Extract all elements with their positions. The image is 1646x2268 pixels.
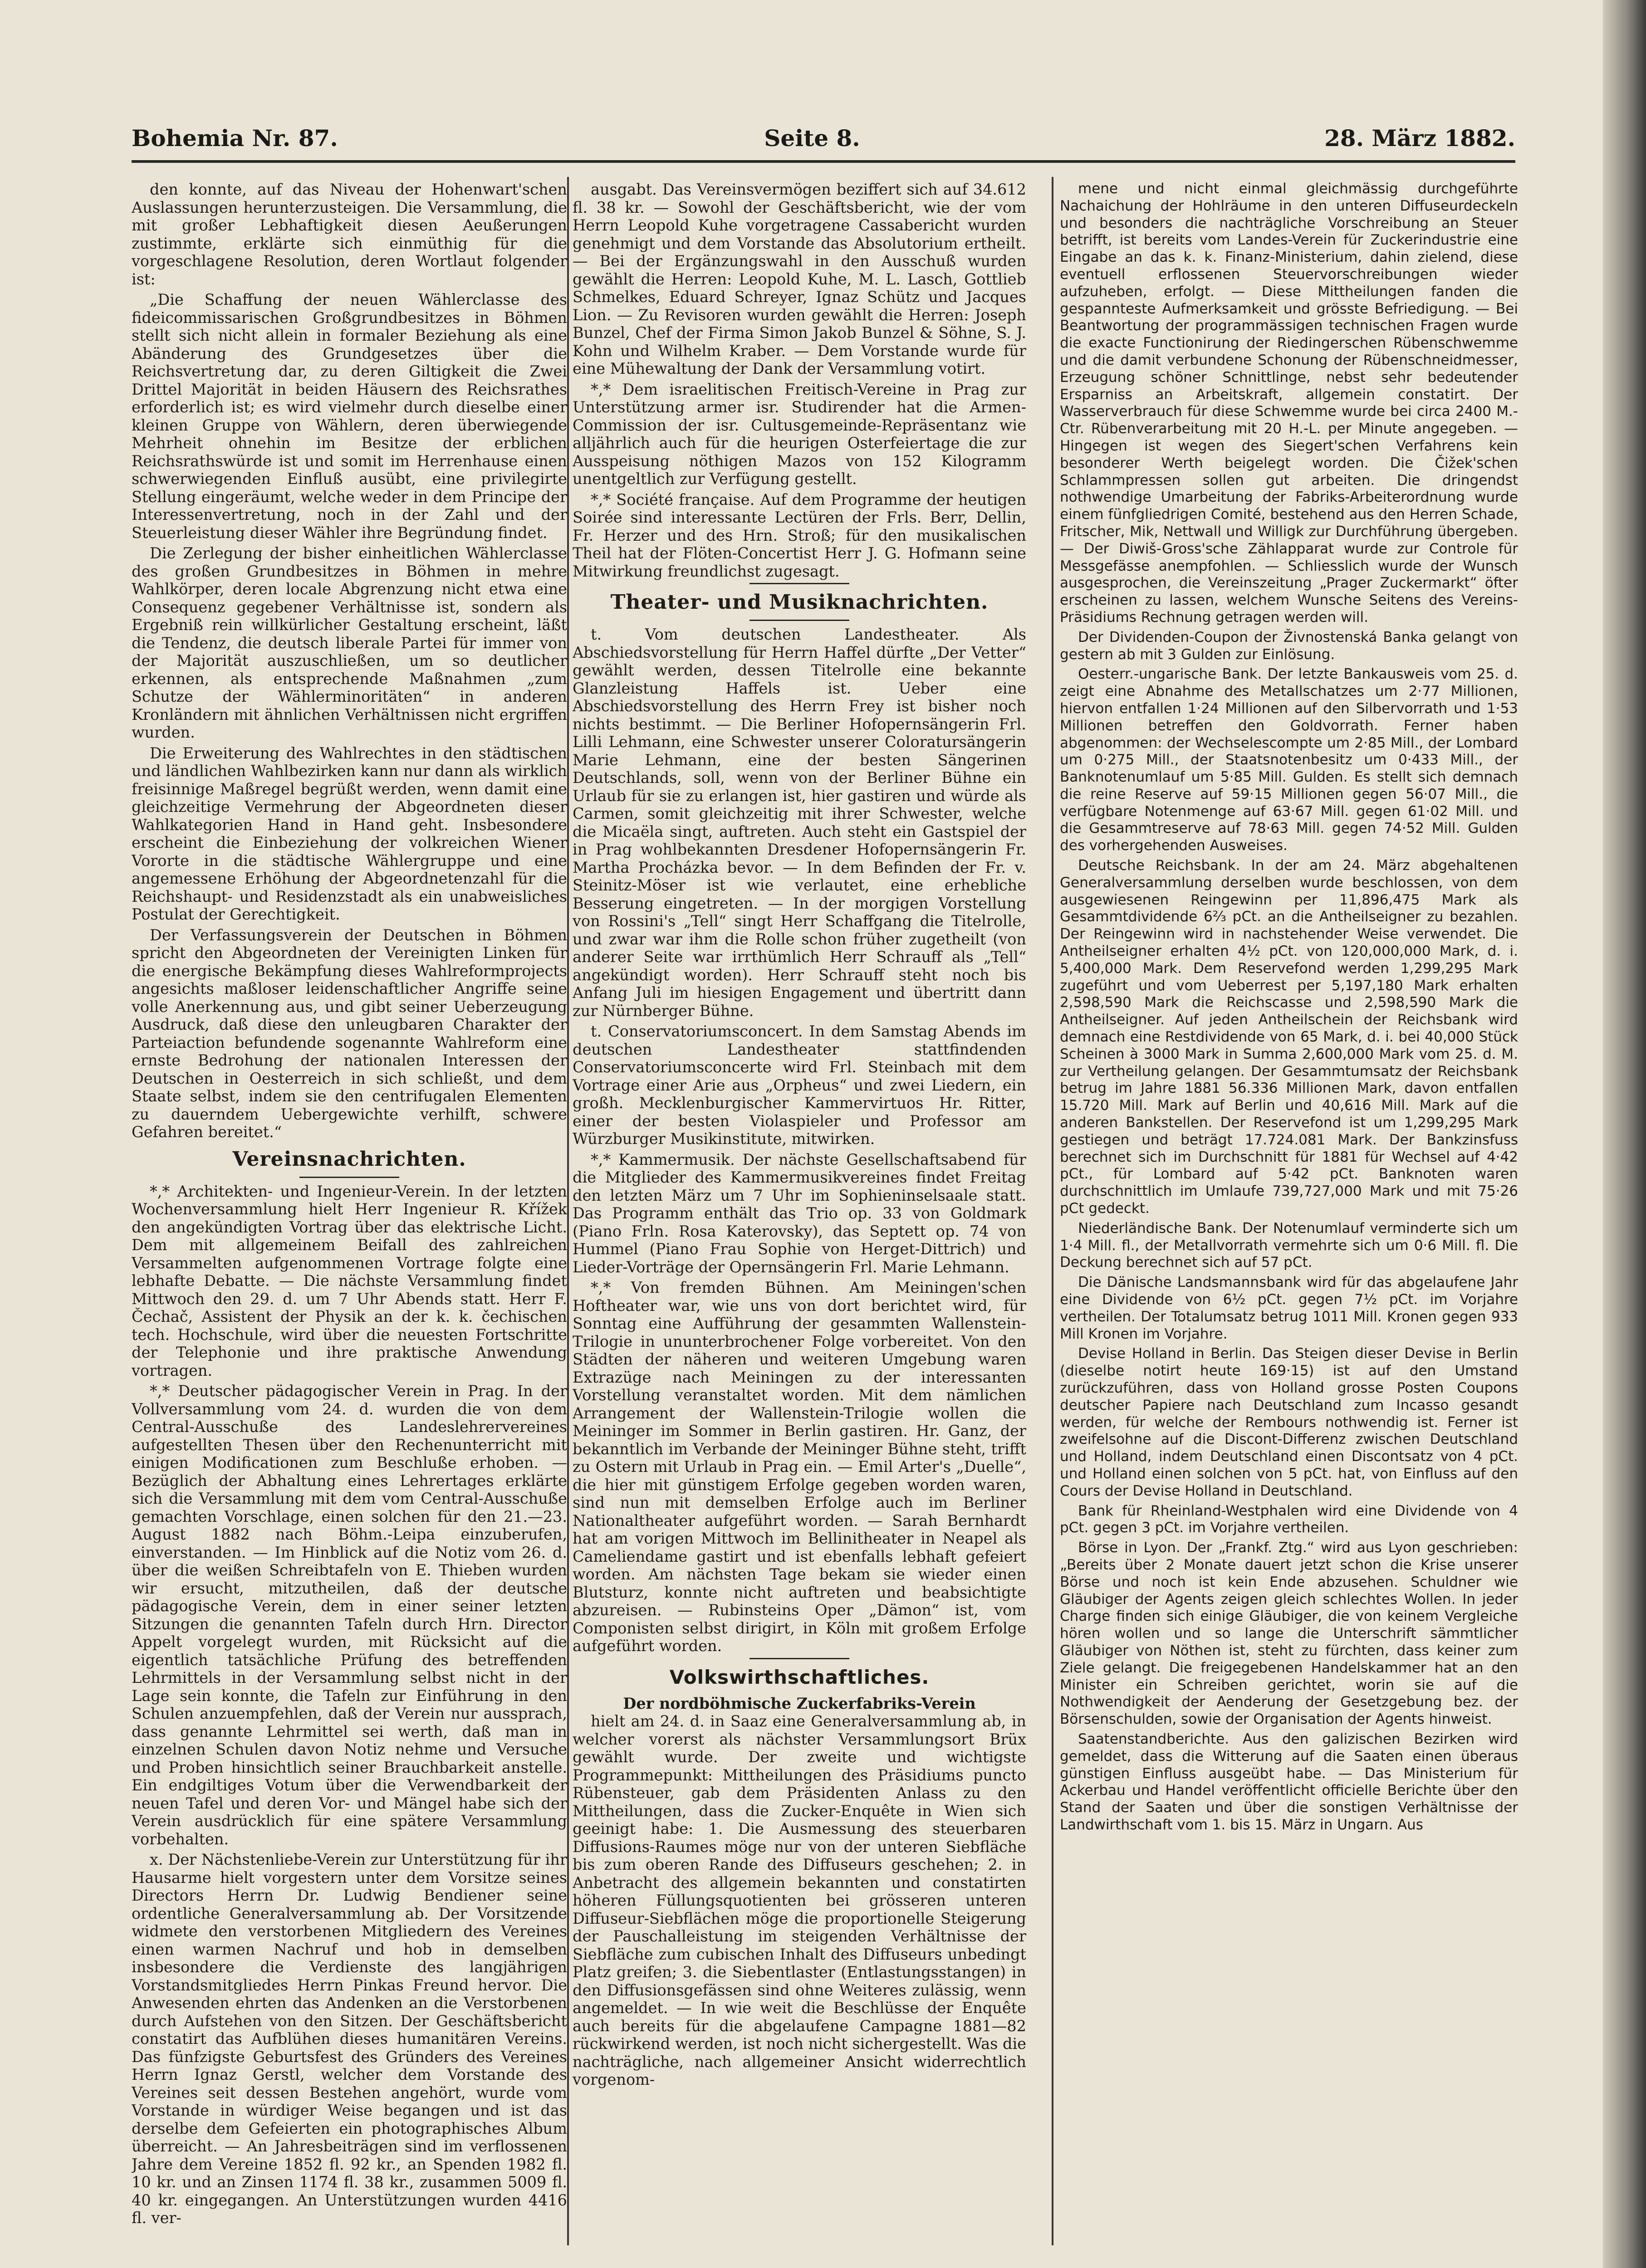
page-edge-shadow	[1603, 0, 1646, 2268]
article-paragraph: *,* Société française. Auf dem Programme der heutigen Soirée sind interessante Lectüren der Frls. Berr, Dellin, Fr. Herzer und des Hrn. Stroß; für den musikalischen Theil hat der Flöten-Concertist Herr J. G. Hofmann seine Mitwirkung freundlichst zugesagt.	[573, 490, 1026, 580]
article-paragraph: Oesterr.-ungarische Bank. Der letzte Bankausweis vom 25. d. zeigt eine Abnahme des Metallschatzes um 2·77 Millionen, hiervon entfallen 1·24 Millionen auf den Silbervorrath und 1·53 Millionen betreffen den Goldvorrath. Ferner haben abgenommen: der Wechselescompte um 2·85 Mill., der Lombard um 0·275 Mill., der Staatsnotenbesitz um 0·433 Mill., der Banknotenumlauf um 5·85 Mill. Gulden. Es stellt sich demnach die reine Reserve auf 59·15 Millionen gegen 56·07 Mill., die verfügbare Notenmenge auf 63·67 Mill. gegen 61·02 Mill. und die Gesammtreserve auf 78·63 Mill. gegen 74·52 Mill. Gulden des vorhergehenden Ausweises.	[1060, 666, 1518, 854]
issue-date: 28. März 1882.	[1324, 125, 1515, 152]
article-paragraph: Der Dividenden-Coupon der Živnostenská Banka gelangt von gestern ab mit 3 Gulden zur Einlösung.	[1060, 629, 1518, 663]
article-paragraph: den konnte, auf das Niveau der Hohenwart'schen Auslassungen herunterzusteigen. Die Versammlung, die mit großer Lebhaftigkeit diesen Aeußerungen zustimmte, erklärte sich einmüthig für die vorgeschlagene Resolution, deren Wortlaut folgender ist:	[132, 181, 567, 288]
article-paragraph: *,* Architekten- und Ingenieur-Verein. In der letzten Wochenversammlung hielt Herr Ingenieur R. Křížek den angekündigten Vortrag über das elektrische Licht. Dem mit allgemeinem Beifall des zahlreichen Versammelten aufgenommenen Vortrage folgte eine lebhafte Debatte. — Die nächste Versammlung findet Mittwoch den 29. d. um 7 Uhr Abends statt. Herr F. Čechač, Assistent der Physik an der k. k. čechischen tech. Hochschule, wird über die neuesten Fortschritte der Telephonie und ihre praktische Anwendung vortragen.	[132, 1182, 567, 1379]
column-3	[1060, 181, 1518, 2231]
article-paragraph: x. Der Nächstenliebe-Verein zur Unterstützung für ihr Hausarme hielt vorgestern unter dem Vorsitze seines Directors Herrn Dr. Ludwig Bendiener seine ordentliche Generalversammlung ab. Der Vorsitzende widmete den verstorbenen Mitgliedern des Vereines einen warmen Nachruf und hob in demselben insbesondere die Verdienste des langjährigen Vorstandsmitgliedes Herrn Pinkas Freund hervor. Die Anwesenden ehrten das Andenken an die Verstorbenen durch Aufstehen von den Sitzen. Der Geschäftsbericht constatirt das Aufblühen dieses humanitären Vereins. Das fünfzigste Geburtsfest des Gründers des Vereines Herrn Ignaz Gerstl, welcher dem Vorstande des Vereines seit dessen Bestehen angehört, wurde vom Vorstande in würdiger Weise begangen und ist das derselbe dem Gefeierten ein photographisches Album überreicht. — An Jahresbeiträgen sind im verflossenen Jahre dem Vereine 1852 fl. 92 kr., an Spenden 1982 fl. 10 kr. und an Zinsen 1174 fl. 38 kr., zusammen 5009 fl. 40 kr. eingegangen. An Unterstützungen wurden 4416 fl. ver-	[132, 1851, 567, 2227]
article-paragraph: *,* Deutscher pädagogischer Verein in Prag. In der Vollversammlung vom 24. d. wurden die von dem Central-Ausschuße des Landeslehrervereines aufgestellten Thesen über den Rechenunterricht mit einigen Modificationen zum Beschluße erhoben. — Bezüglich der Abhaltung eines Lehrertages erklärte sich die Versammlung mit dem vom Central-Ausschuße gemachten Vorschlage, einen solchen für den 21.—23. August 1882 nach Böhm.-Leipa einzuberufen, einverstanden. — Im Hinblick auf die Notiz vom 26. d. über die weißen Schreibtafeln von E. Thieben wurden wir ersucht, mitzutheilen, daß der deutsche pädagogische Verein, dem in einer seiner letzten Sitzungen die genannten Tafeln durch Hrn. Director Appelt vorgelegt wurden, mit Rücksicht auf die eigentlich tatsächliche Prüfung des betreffenden Lehrmittels in der Versammlung selbst nicht in der Lage sein konnte, die Tafeln zur Einführung in den Schulen anzuempfehlen, daß der Verein nur aussprach, dass genannte Lehrmittel sei werth, daß man in einzelnen Schulen davon Notiz nehme und Versuche und Proben hinsichtlich seiner Brauchbarkeit anstelle. Ein endgiltiges Votum über die Verwendbarkeit der neuen Tafel und deren Vor- und Mängel habe sich der Verein ausdrücklich für eine spätere Versammlung vorbehalten.	[132, 1382, 567, 1848]
article-paragraph: Die Erweiterung des Wahlrechtes in den städtischen und ländlichen Wahlbezirken kann nur dann als wirklich freisinnige Maßregel begrüßt werden, wenn damit eine gleichzeitige Vermehrung der Abgeordneten dieser Wahlkategorien Hand in Hand geht. Insbesondere erscheint die Einbeziehung der volkreichen Wiener Vororte in die städtische Wählergruppe und eine angemessene Erhöhung der Abgeordnetenzahl für die Reichshaupt- und Residenzstadt als ein unabweisliches Postulat der Gerechtigkeit.	[132, 744, 567, 923]
header-rule	[132, 160, 1515, 163]
column-2	[573, 181, 1026, 2231]
section-heading: Vereinsnachrichten.	[232, 1147, 466, 1171]
column-divider	[1052, 177, 1053, 2245]
article-paragraph: „Die Schaffung der neuen Wählerclasse des fideicommissarischen Großgrundbesitzes in Böhmen stellt sich nicht allein in formaler Beziehung als eine Abänderung des Grundgesetzes über die Reichsvertretung dar, zu deren Giltigkeit die Zwei Drittel Majorität in beiden Häusern des Reichsrathes erforderlich ist; es wird vielmehr durch dieselbe einer kleinen Gruppe von Wählern, deren überwiegende Mehrheit ohnehin im Besitze der erblichen Reichsrathswürde ist und somit im Herrenhause einen schwerwiegenden Einfluß ausübt, eine privilegirte Stellung eingeräumt, welche weder in dem Principe der Interessenvertretung, noch in der Zahl und der Steuerleistung dieser Wähler ihre Begründung findet.	[132, 291, 567, 542]
page-header	[132, 116, 1515, 166]
article-paragraph: Die Zerlegung der bisher einheitlichen Wählerclasse des großen Grundbesitzes in Böhmen in mehre Wahlkörper, deren locale Abgrenzung nicht etwa eine Consequenz gegebener Verhältnisse ist, sondern als Ergebniß rein willkürlicher Gestaltung erscheint, läßt die Tendenz, die deutsch liberale Partei für immer von der Majorität auszuschließen, um so deutlicher erkennen, als entsprechende Maßnahmen „zum Schutze der Wählerminoritäten“ in anderen Kronländern mit ähnlichen Verhältnissen nicht ergriffen wurden.	[132, 544, 567, 741]
section-rule	[750, 583, 849, 584]
section-heading: Volkswirthschaftliches.	[669, 1666, 930, 1688]
article-paragraph: Bank für Rheinland-Westphalen wird eine Dividende von 4 pCt. gegen 3 pCt. im Vorjahre vertheilen.	[1060, 1502, 1518, 1536]
masthead-issue: Bohemia Nr. 87.	[132, 125, 338, 152]
page-number: Seite 8.	[764, 125, 860, 152]
article-paragraph: hielt am 24. d. in Saaz eine Generalversammlung ab, in welcher vorerst als nächster Versammlungsort Brüx gewählt wurde. Der zweite und wichtigste Programmepunkt: Mittheilungen des Präsidiums puncto Rübensteuer, gab dem Präsidenten Anlass zu den Mittheilungen, dass die Zucker-Enquête in Wien sich geeinigt habe: 1. Die Ausmessung des steuerbaren Diffusions-Raumes möge nur von der unteren Siebfläche bis zum oberen Rande des Diffuseurs geschehen; 2. in Anbetracht des allgemein bekannten und constatirten höheren Füllungsquotienten bei grösseren unteren Diffuseur-Siebflächen möge die proportionelle Steigerung der Pauschalleistung im steigenden Verhältnisse der Siebfläche zum cubischen Inhalt des Diffuseurs unbedingt Platz greifen; 3. die Siebentlaster (Entlastungsstangen) in den Diffusionsgefässen sind ohne Weiteres zulässig, wenn angemeldet. — In wie weit die Beschlüsse der Enquête auch bereits für die abgelaufene Campagne 1881—82 rückwirkend werden, ist noch nicht sichergestellt. Was die nachträgliche, nach allgemeiner Ansicht widerrechtlich vorgenom-	[573, 1712, 1026, 2088]
section-rule	[299, 1177, 399, 1178]
article-caption: Der nordböhmische Zuckerfabriks-Verein	[623, 1694, 976, 1712]
section-rule	[750, 1658, 849, 1659]
article-paragraph: Der Verfassungsverein der Deutschen in Böhmen spricht den Abgeordneten der Vereinigten Linken für die energische Bekämpfung dieses Wahlreformprojects angesichts maßloser leidenschaftlicher Angriffe seine volle Anerkennung aus, und gibt seiner Ueberzeugung Ausdruck, daß diese den unleugbaren Charakter der Parteiaction befundende sogenannte Wahlreform eine ernste Bedrohung der nationalen Interessen der Deutschen in Oesterreich in sich schließt, und dem Staate selbst, indem sie den centrifugalen Elementen zu dauerndem Uebergewichte verhilft, schwere Gefahren bereitet.“	[132, 926, 567, 1141]
article-paragraph: *,* Dem israelitischen Freitisch-Vereine in Prag zur Unterstützung armer isr. Studirender hat die Armen-Commission der isr. Cultusgemeinde-Repräsentanz wie alljährlich auch für die heurigen Osterfeiertage die zur Ausspeisung nöthigen Mazos von 152 Kilogramm unentgeltlich zur Verfügung gestellt.	[573, 380, 1026, 488]
column-divider	[567, 177, 569, 2245]
article-paragraph: t. Conservatoriumsconcert. In dem Samstag Abends im deutschen Landestheater stattfindenden Conservatoriumsconcerte wird Frl. Steinbach mit dem Vortrage einer Arie aus „Orpheus“ und zwei Liedern, ein großh. Mecklenburgischer Kammervirtuos Hr. Ritter, einer der besten Violaspieler und Professor am Würzburger Musikinstitute, mitwirken.	[573, 1022, 1026, 1148]
article-paragraph: *,* Von fremden Bühnen. Am Meiningen'schen Hoftheater war, wie uns von dort berichtet wird, für Sonntag eine Aufführung der gesammten Wallenstein-Trilogie in ununterbrochener Folge vorbereitet. Von den Städten der näheren und weiteren Umgebung waren Extrazüge nach Meiningen zu der interessanten Vorstellung veranstaltet worden. Mit dem nämlichen Arrangement der Wallenstein-Trilogie wollen die Meininger im Sommer in Berlin gastiren. Hr. Ganz, der bekanntlich im Verbande der Meininger Bühne steht, trifft zu Ostern mit Urlaub in Prag ein. — Emil Arter's „Duelle“, die hier mit günstigem Erfolge gegeben worden waren, sind nun mit demselben Erfolge auch im Berliner Nationaltheater aufgeführt worden. — Sarah Bernhardt hat am vorigen Mittwoch im Bellinitheater in Neapel als Cameliendame gastirt und ist ebenfalls lebhaft gefeiert worden. Am nächsten Tage bekam sie wieder einen Blutsturz, konnte nicht auftreten und beabsichtigte abzureisen. — Rubinsteins Oper „Dämon“ ist, vom Componisten selbst dirigirt, in Köln mit großem Erfolge aufgeführt worden.	[573, 1279, 1026, 1655]
section-heading: Theater- und Musiknachrichten.	[610, 591, 989, 614]
article-paragraph: ausgabt. Das Vereinsvermögen beziffert sich auf 34.612 fl. 38 kr. — Sowohl der Geschäftsbericht, wie der vom Herrn Leopold Kuhe vorgetragene Cassabericht wurden genehmigt und dem Vorstande das Absolutorium ertheilt. — Bei der Ergänzungswahl in den Ausschuß wurden gewählt die Herren: Leopold Kuhe, M. L. Lasch, Gottlieb Schmelkes, Eduard Schreyer, Ignaz Schütz und Jacques Lion. — Zu Revisoren wurden gewählt die Herren: Joseph Bunzel, Chef der Firma Simon Jakob Bunzel & Söhne, S. J. Kohn und Wilhelm Kraber. — Dem Vorstande wurde für eine Mühewaltung der Dank der Versammlung votirt.	[573, 181, 1026, 377]
column-1	[132, 181, 567, 2231]
article-paragraph: Saatenstandberichte. Aus den galizischen Bezirken wird gemeldet, dass die Witterung auf die Saaten einen überaus günstigen Einfluss ausgeübt habe. — Das Ministerium für Ackerbau und Handel veröffentlicht officielle Berichte über den Stand der Saaten und über die sonstigen Verhältnisse der Landwirthschaft vom 1. bis 15. März in Ungarn. Aus	[1060, 1730, 1518, 1833]
article-paragraph: *,* Kammermusik. Der nächste Gesellschaftsabend für die Mitglieder des Kammermusikvereines findet Freitag den letzten März um 7 Uhr im Sophieninselsaale statt. Das Programm enthält das Trio op. 33 von Goldmark (Piano Frln. Rosa Katerovsky), das Septett op. 74 von Hummel (Piano Frau Sophie von Herget-Dittrich) und Lieder-Vorträge der Opernsängerin Frl. Marie Lehmann.	[573, 1150, 1026, 1276]
article-paragraph: mene und nicht einmal gleichmässig durchgeführte Nachaichung der Hohlräume in den unteren Diffuseurdeckeln und besonders die nachträgliche Vorschreibung an Steuer betrifft, ist bereits vom Landes-Verein für Zuckerindustrie eine Eingabe an das k. k. Finanz-Ministerium, dahin zielend, diese eventuell erflossenen Steuervorschreibungen wieder aufzuheben, erfolgt. — Diese Mittheilungen fanden die gespannteste Aufmerksamkeit und grösste Befriedigung. — Bei Beantwortung der programmässigen technischen Fragen wurde die exacte Functionirung der Riedingerschen Rübenschwemme und die damit verbundene Schonung der Rübenschneidmesser, Erzeugung schöner Schnittlinge, nebst sehr bedeutender Ersparniss an Arbeitskraft, allgemein constatirt. Der Wasserverbrauch für diese Schwemme wurde bei circa 2400 M.-Ctr. Rübenverarbeitung mit 20 H.-L. per Minute angegeben. — Hingegen ist wegen des Siegert'schen Verfahrens kein besonderer Werth beigelegt worden. Die Čižek'schen Schlammpressen sollen gut arbeiten. Die dringendst nothwendige Umarbeitung der Fabriks-Arbeiterordnung wurde einem fünfgliedrigen Comité, bestehend aus den Herren Schade, Fritscher, Mik, Nettwall und Willigk zur Durchführung übergeben. — Der Diwiš-Gross'sche Zählapparat wurde zur Controle für Messgefässe anempfohlen. — Schliesslich wurde der Wunsch ausgesprochen, die Vereinszeitung „Prager Zuckermarkt“ öfter erscheinen zu lassen, welchem Wunsche Seitens des Vereins-Präsidiums Rechnung getragen werden will.	[1060, 181, 1518, 626]
article-paragraph: Deutsche Reichsbank. In der am 24. März abgehaltenen Generalversammlung derselben wurde beschlossen, von dem ausgewiesenen Reingewinn per 11,896,475 Mark als Gesammtdividende 6⅔ pCt. an die Antheilseigner zu bezahlen. Der Reingewinn wird in nachstehender Weise verwendet. Die Antheilseigner erhalten 4½ pCt. von 120,000,000 Mark, d. i. 5,400,000 Mark. Dem Reservefond werden 1,299,295 Mark zugeführt und vom Ueberrest per 5,197,180 Mark erhalten 2,598,590 Mark die Reichscasse und 2,598,590 Mark die Antheilseigner. Auf jeden Antheilschein der Reichsbank wird demnach eine Restdividende von 65 Mark, d. i. bei 40,000 Stück Scheinen à 3000 Mark in Summa 2,600,000 Mark vom 25. d. M. zur Vertheilung gelangen. Der Gesammtumsatz der Reichsbank betrug im Jahre 1881 56.336 Millionen Mark, davon entfallen 15.720 Mill. Mark auf Berlin und 40,616 Mill. Mark auf die anderen Bankstellen. Der Reservefond ist um 1,299,295 Mark gestiegen und beträgt 17.724.081 Mark. Der Bankzinsfuss berechnet sich im Durchschnitt für 1881 für Wechsel auf 4·42 pCt., für Lombard auf 5·42 pCt. Banknoten waren durchschnittlich im Umlaufe 739,727,000 Mark und mit 75·26 pCt gedeckt.	[1060, 857, 1518, 1217]
article-paragraph: Niederländische Bank. Der Notenumlauf verminderte sich um 1·4 Mill. fl., der Metallvorrath vermehrte sich um 0·6 Mill. fl. Die Deckung berechnet sich auf 57 pCt.	[1060, 1220, 1518, 1271]
article-paragraph: Devise Holland in Berlin. Das Steigen dieser Devise in Berlin (dieselbe notirt heute 169·15) ist auf den Umstand zurückzuführen, dass von Holland grosse Posten Coupons deutscher Papiere nach Deutschland zum Incasso gesandt werden, für welche der Rembours nothwendig ist. Ferner ist zweifelsohne auf die Discont-Differenz zwischen Deutschland und Holland, indem Deutschland einen Discontsatz von 4 pCt. und Holland einen solchen von 5 pCt. hat, von Einfluss auf den Cours der Devise Holland in Deutschland.	[1060, 1345, 1518, 1499]
section-rule	[750, 620, 849, 621]
article-paragraph: t. Vom deutschen Landestheater. Als Abschiedsvorstellung für Herrn Haffel dürfte „Der Vetter“ gewählt werden, dessen Titelrolle eine bekannte Glanzleistung Haffels ist. Ueber eine Abschiedsvorstellung des Herrn Frey ist bisher noch nichts bestimmt. — Die Berliner Hofopernsängerin Frl. Lilli Lehmann, eine Schwester unserer Coloratursängerin Marie Lehmann, eine der besten Sängerinen Deutschlands, soll, wenn von der Berliner Bühne ein Urlaub für sie zu erlangen ist, hier gastiren und würde als Carmen, somit gleichzeitig mit ihrer Schwester, welche die Micaëla singt, auftreten. Auch steht ein Gastspiel der in Prag wohlbekannten Dresdener Hofopernsängerin Fr. Martha Procházka bevor. — In dem Befinden der Fr. v. Steinitz-Möser ist wie verlautet, eine erhebliche Besserung eingetreten. — In der morgigen Vorstellung von Rossini's „Tell“ singt Herr Schaffgang die Titelrolle, und zwar war ihm die Rolle schon früher zugetheilt (von anderer Seite war irrthümlich Herr Schrauff als „Tell“ angekündigt worden). Herr Schrauff steht noch bis Anfang Juli im hiesigen Engagement und übertritt dann zur Nürnberger Bühne.	[573, 626, 1026, 1020]
article-paragraph: Die Dänische Landsmannsbank wird für das abgelaufene Jahr eine Dividende von 6½ pCt. gegen 7½ pCt. im Vorjahre vertheilen. Der Totalumsatz betrug 1011 Mill. Kronen gegen 933 Mill Kronen im Vorjahre.	[1060, 1274, 1518, 1342]
article-paragraph: Börse in Lyon. Der „Frankf. Ztg.“ wird aus Lyon geschrieben: „Bereits über 2 Monate dauert jetzt schon die Krise unserer Börse und noch ist kein Ende abzusehen. Schuldner wie Gläubiger der Agents zeigen gleich schlechtes Wollen. In jeder Charge finden sich einige Gläubiger, die von keinem Vergleiche hören wollen und so lange die Unterschrift sämmtlicher Gläubiger von Nöthen ist, steht zu fürchten, dass keiner zum Ziele gelangt. Die freigegebenen Handelskammer hat an den Minister ein Schreiben gerichtet, worin sie auf die Nothwendigkeit der Aenderung der Gesetzgebung bez. der Börsenschulden, sowie der Organisation der Agents hinweist.	[1060, 1540, 1518, 1728]
